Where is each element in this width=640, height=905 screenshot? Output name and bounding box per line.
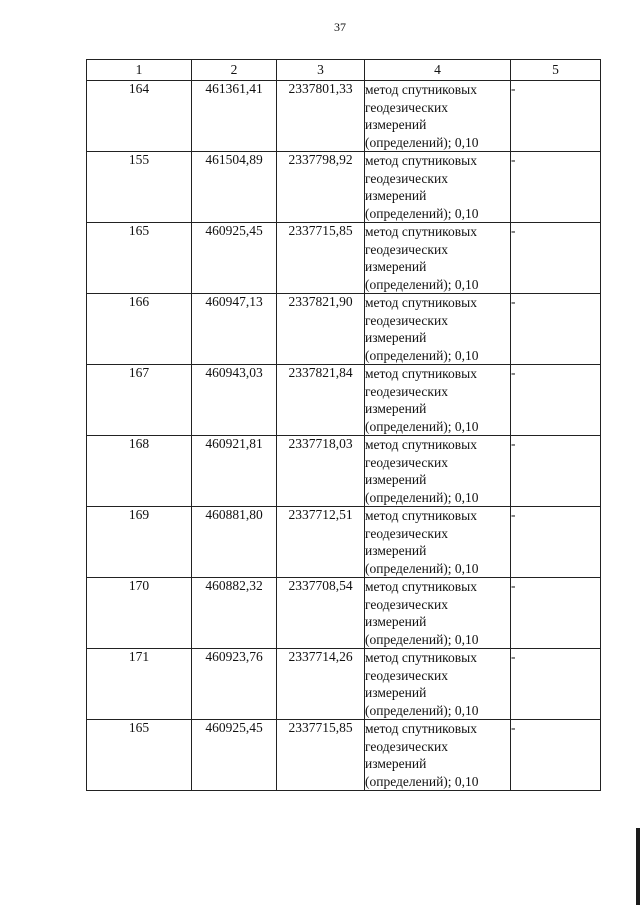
method-cell bbox=[365, 294, 511, 365]
x-coordinate-cell: 461504,89 bbox=[192, 152, 277, 223]
method-line: геодезических bbox=[365, 170, 448, 186]
table-row bbox=[87, 81, 601, 152]
method-cell bbox=[365, 152, 511, 223]
method-line: (определений); 0,10 bbox=[365, 560, 479, 576]
note-cell: - bbox=[511, 365, 601, 436]
method-line: (определений); 0,10 bbox=[365, 276, 479, 292]
point-number-cell: 168 bbox=[87, 436, 192, 507]
method-cell bbox=[365, 649, 511, 720]
method-cell bbox=[365, 436, 511, 507]
point-number-cell: 166 bbox=[87, 294, 192, 365]
table-row bbox=[87, 365, 601, 436]
x-coordinate-cell: 460921,81 bbox=[192, 436, 277, 507]
x-coordinate-cell: 460923,76 bbox=[192, 649, 277, 720]
method-line: геодезических bbox=[365, 667, 448, 683]
method-line: (определений); 0,10 bbox=[365, 134, 479, 150]
y-coordinate-cell: 2337715,85 bbox=[277, 223, 365, 294]
note-cell: - bbox=[511, 720, 601, 791]
method-line: метод спутниковых bbox=[365, 721, 477, 736]
note-cell: - bbox=[511, 294, 601, 365]
table-row bbox=[87, 223, 601, 294]
method-line: геодезических bbox=[365, 99, 448, 115]
method-line: измерений bbox=[365, 401, 427, 416]
method-line: измерений bbox=[365, 188, 427, 203]
y-coordinate-cell: 2337715,85 bbox=[277, 720, 365, 791]
x-coordinate-cell: 461361,41 bbox=[192, 81, 277, 152]
method-line: метод спутниковых bbox=[365, 437, 477, 452]
y-coordinate-cell: 2337712,51 bbox=[277, 507, 365, 578]
note-cell: - bbox=[511, 436, 601, 507]
method-line: метод спутниковых bbox=[365, 82, 477, 97]
method-line: геодезических bbox=[365, 312, 448, 328]
method-line: геодезических bbox=[365, 454, 448, 470]
note-cell: - bbox=[511, 649, 601, 720]
method-line: метод спутниковых bbox=[365, 508, 477, 523]
method-line: измерений bbox=[365, 685, 427, 700]
method-cell bbox=[365, 223, 511, 294]
column-header-5: 5 bbox=[511, 60, 601, 81]
method-line: геодезических bbox=[365, 738, 448, 754]
table-row bbox=[87, 578, 601, 649]
y-coordinate-cell: 2337801,33 bbox=[277, 81, 365, 152]
y-coordinate-cell: 2337714,26 bbox=[277, 649, 365, 720]
method-cell bbox=[365, 720, 511, 791]
point-number-cell: 165 bbox=[87, 720, 192, 791]
table-row bbox=[87, 436, 601, 507]
point-number-cell: 167 bbox=[87, 365, 192, 436]
method-line: измерений bbox=[365, 543, 427, 558]
method-line: метод спутниковых bbox=[365, 366, 477, 381]
table-header bbox=[87, 60, 601, 81]
method-line: метод спутниковых bbox=[365, 295, 477, 310]
y-coordinate-cell: 2337708,54 bbox=[277, 578, 365, 649]
point-number-cell: 155 bbox=[87, 152, 192, 223]
point-number-cell: 170 bbox=[87, 578, 192, 649]
point-number-cell: 171 bbox=[87, 649, 192, 720]
point-number-cell: 165 bbox=[87, 223, 192, 294]
note-cell: - bbox=[511, 223, 601, 294]
table-row bbox=[87, 152, 601, 223]
method-cell bbox=[365, 578, 511, 649]
y-coordinate-cell: 2337821,90 bbox=[277, 294, 365, 365]
method-line: метод спутниковых bbox=[365, 579, 477, 594]
column-header-3: 3 bbox=[277, 60, 365, 81]
method-line: (определений); 0,10 bbox=[365, 773, 479, 789]
table-row bbox=[87, 720, 601, 791]
x-coordinate-cell: 460925,45 bbox=[192, 720, 277, 791]
note-cell: - bbox=[511, 152, 601, 223]
x-coordinate-cell: 460947,13 bbox=[192, 294, 277, 365]
column-header-4: 4 bbox=[365, 60, 511, 81]
method-line: (определений); 0,10 bbox=[365, 418, 479, 434]
column-header-2: 2 bbox=[192, 60, 277, 81]
note-cell: - bbox=[511, 507, 601, 578]
column-header-1: 1 bbox=[87, 60, 192, 81]
method-line: метод спутниковых bbox=[365, 224, 477, 239]
note-cell: - bbox=[511, 578, 601, 649]
method-cell bbox=[365, 507, 511, 578]
x-coordinate-cell: 460925,45 bbox=[192, 223, 277, 294]
coordinates-table bbox=[86, 59, 601, 791]
method-line: геодезических bbox=[365, 525, 448, 541]
method-line: (определений); 0,10 bbox=[365, 205, 479, 221]
method-line: метод спутниковых bbox=[365, 153, 477, 168]
y-coordinate-cell: 2337798,92 bbox=[277, 152, 365, 223]
method-line: измерений bbox=[365, 117, 427, 132]
method-line: геодезических bbox=[365, 383, 448, 399]
method-cell bbox=[365, 365, 511, 436]
method-line: измерений bbox=[365, 330, 427, 345]
table-body bbox=[87, 81, 601, 791]
method-line: геодезических bbox=[365, 241, 448, 257]
method-line: (определений); 0,10 bbox=[365, 347, 479, 363]
method-line: геодезических bbox=[365, 596, 448, 612]
method-line: измерений bbox=[365, 756, 427, 771]
y-coordinate-cell: 2337821,84 bbox=[277, 365, 365, 436]
scan-edge-mark bbox=[636, 828, 640, 905]
method-line: измерений bbox=[365, 614, 427, 629]
method-line: измерений bbox=[365, 472, 427, 487]
note-cell: - bbox=[511, 81, 601, 152]
page-number: 37 bbox=[334, 20, 346, 34]
table-row bbox=[87, 294, 601, 365]
method-line: метод спутниковых bbox=[365, 650, 477, 665]
method-line: (определений); 0,10 bbox=[365, 489, 479, 505]
x-coordinate-cell: 460882,32 bbox=[192, 578, 277, 649]
method-cell bbox=[365, 81, 511, 152]
x-coordinate-cell: 460881,80 bbox=[192, 507, 277, 578]
x-coordinate-cell: 460943,03 bbox=[192, 365, 277, 436]
table-row bbox=[87, 507, 601, 578]
header-row bbox=[87, 60, 601, 81]
y-coordinate-cell: 2337718,03 bbox=[277, 436, 365, 507]
method-line: (определений); 0,10 bbox=[365, 702, 479, 718]
point-number-cell: 164 bbox=[87, 81, 192, 152]
table-row bbox=[87, 649, 601, 720]
method-line: (определений); 0,10 bbox=[365, 631, 479, 647]
point-number-cell: 169 bbox=[87, 507, 192, 578]
method-line: измерений bbox=[365, 259, 427, 274]
